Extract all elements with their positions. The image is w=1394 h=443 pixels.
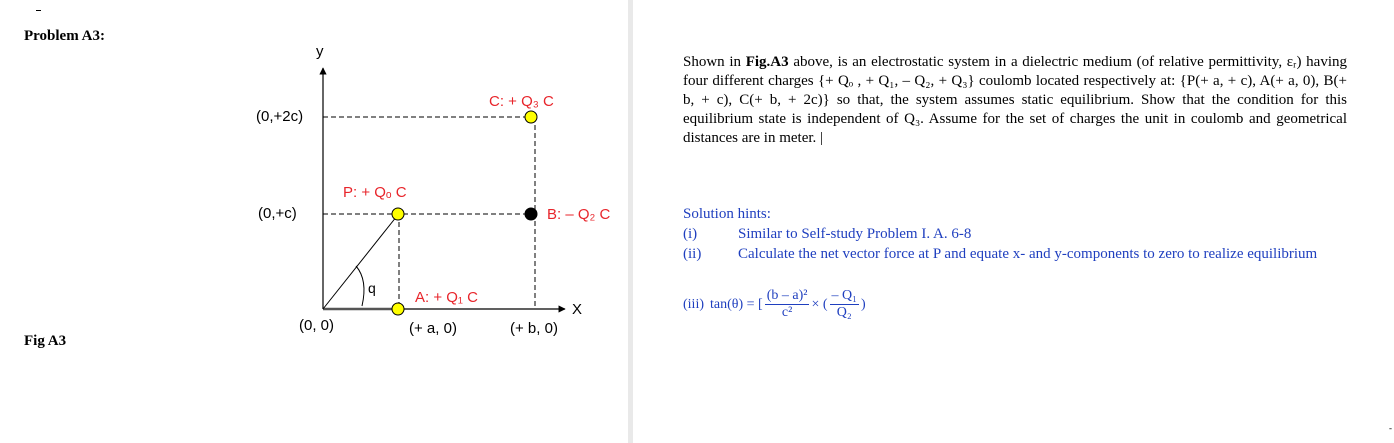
label-a-coord: (+ a, 0) — [409, 320, 457, 337]
label-charge-a: A: + Q₁ C — [415, 289, 478, 306]
problem-statement — [683, 53, 1347, 148]
x-axis-label: X — [572, 301, 583, 318]
hint-item — [683, 224, 1347, 244]
label-charge-c: C: + Q₃ C — [489, 93, 554, 110]
label-charge-b: B: – Q₂ C — [547, 206, 611, 223]
hint-formula — [683, 288, 866, 321]
formula-times: × ( — [811, 296, 828, 312]
formula-number: (iii) — [683, 296, 704, 312]
figure-reference: Fig.A3 — [745, 54, 789, 70]
formula-fraction-2 — [830, 288, 860, 321]
corner-mark: - — [1389, 423, 1392, 433]
hint-number: (i) — [683, 226, 698, 242]
formula-lhs: tan(θ) = [ — [710, 296, 763, 312]
label-c: (0,+c) — [258, 205, 297, 222]
hint-text: Similar to Self-study Problem I. A. 6-8 — [738, 226, 972, 242]
statement-part-2: above, is an electrostatic system in a dielectric medium (of relative permittivity, εᵣ) having four different charges {+ Qₒ , + Q₁, – Q₂, + Q₃} coulomb located respectively at: {P(+ a, + c), A(+ a, 0), B(+ b, + c), C(+ b, + 2c)} so that, the system assumes static equilibrium. Show that the condition for this equilibrium state is independent of Q₃. Assume for the set of charges the unit in coulomb and geometrical distances are in meter. | — [683, 54, 1347, 146]
hints-title: Solution hints: — [683, 206, 771, 222]
label-charge-p: P: + Qₒ C — [343, 184, 407, 201]
hint-text: Calculate the net vector force at P and equate x- and y-components to zero to realize equilibrium — [738, 246, 1318, 262]
electrostatic-figure — [0, 0, 628, 443]
fraction-1-numerator: (b – a)² — [766, 288, 808, 303]
charge-b-circle — [525, 208, 537, 220]
line-origin-p — [323, 216, 397, 309]
label-2c: (0,+2c) — [256, 108, 304, 125]
formula-close: ) — [861, 296, 866, 312]
fraction-2-denominator: Q₂ — [836, 305, 852, 320]
label-origin: (0, 0) — [299, 317, 335, 334]
statement-part-1: Shown in — [683, 54, 746, 70]
label-angle: q — [368, 280, 376, 296]
y-axis-label: y — [316, 43, 324, 60]
hint-item — [683, 244, 1347, 264]
charge-a-circle — [392, 303, 404, 315]
fig-label: Fig A3 — [24, 333, 67, 349]
fraction-2-numerator: – Q₁ — [831, 288, 858, 303]
fraction-1-denominator: c² — [781, 305, 793, 320]
charge-p-circle — [392, 208, 404, 220]
solution-hints — [683, 204, 1347, 264]
charge-c-circle — [525, 111, 537, 123]
label-b-coord: (+ b, 0) — [510, 320, 558, 337]
angle-arc — [356, 266, 364, 306]
problem-label: Problem A3: — [24, 28, 105, 44]
formula-fraction-1 — [765, 288, 810, 321]
hint-number: (ii) — [683, 246, 702, 262]
